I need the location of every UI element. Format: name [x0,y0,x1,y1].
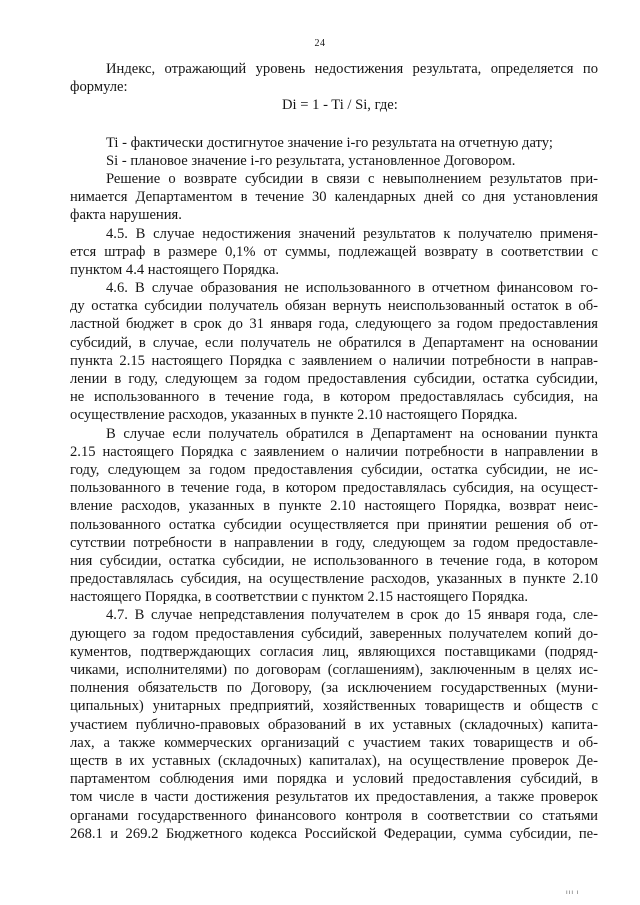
text-line: лах, а также коммерческих организаций с участием таких товариществ и об- [70,734,598,751]
text-line: дующего за годом предоставления субсидий, заверенных получателем копий до- [70,625,598,642]
text-line: предоставлялась субсидия, на осуществление расходов, указанных в пункте 2.10 [70,571,598,588]
text-line: органами государственного финансового контроля в соответствии со статьями [70,807,598,824]
text-line: году, следующем за годом предоставления субсидии, остатка субсидии, не ис- [70,461,598,478]
text-line: полнения обязательств по Договору, (за исключением государственных (муни- [70,680,598,697]
text-line: ется штраф в размере 0,1% от суммы, подлежащей возврату в соответствии с [70,243,598,260]
text-line: Ti - фактически достигнутое значение i-го результата на отчетную дату; [106,134,553,151]
text-line: чиками, исполнителями) по договорам (соглашениям), заключенным в целях ис- [70,662,598,678]
text-line: 4.6. В случае образования не использованного в отчетном финансовом го- [106,280,598,297]
text-line: 4.7. В случае непредставления получателем в срок до 15 января года, сле- [106,607,598,624]
text-line: не использованного в течение года, в котором предоставлялась субсидия, на [70,389,598,406]
text-line: Si - плановое значение i-го результата, установленное Договором. [106,152,516,169]
text-line: пользованного в течение года, в котором предоставлялась субсидия, на осущест- [70,480,598,497]
text-line: 2.15 настоящего Порядка с заявлением о наличии потребности в направлении в [70,443,598,460]
text-line: пункта 2.15 настоящего Порядка с заявлением о наличии потребности в направ- [70,352,598,369]
text-line: кументов, подтверждающих согласия лиц, являющихся поставщиками (подряд- [70,643,598,660]
scan-footer-mark: ııı ı [566,889,580,896]
text-line: формуле: [70,79,128,96]
text-line: ду остатка субсидии получатель обязан вернуть неиспользованный остаток в об- [70,298,598,315]
paragraph-spacer [70,115,598,134]
text-line: лении в году, следующем за годом предоставления субсидии, остатка субсидии, [70,371,598,387]
document-body [70,60,598,843]
text-line: пунктом 4.4 настоящего Порядка. [70,261,280,278]
formula-line: Di = 1 - Ti / Si, где: [282,97,398,114]
text-line: осуществление расходов, указанных в пункте 2.10 настоящего Порядка. [70,407,518,424]
text-line: настоящего Порядка, в соответствии с пунктом 2.15 настоящего Порядка. [70,589,528,606]
text-line: сутствии потребности в направлении в году, следующем за годом предоставле- [70,534,598,551]
text-line: субсидий, в случае, если получатель не обратился в Департамент на основании [70,334,598,351]
text-line: 268.1 и 269.2 Бюджетного кодекса Российской Федерации, сумма субсидии, пе- [70,825,598,842]
text-line: 4.5. В случае недостижения значений результатов к получателю применя- [106,225,598,242]
text-line: нимается Департаментом в течение 30 календарных дней со дня установления [70,189,598,206]
text-line: партаментом соблюдения ими порядка и условий предоставления субсидий, в [70,771,598,788]
text-line: ципальных) унитарных предприятий, хозяйственных товариществ и обществ с [70,698,598,715]
text-line: ния субсидии, остатка субсидии, не использованного в течение года, в котором [70,552,598,569]
text-line: ластной бюджет в срок до 31 января года, следующего за годом предоставления [70,316,598,333]
text-line: Индекс, отражающий уровень недостижения результата, определяется по [106,61,598,77]
text-line: пользованного остатка субсидии осуществляется при принятии решения об от- [70,516,598,533]
text-line: ществ в их уставных (складочных) капиталах), на осуществление проверок Де- [70,752,598,769]
text-line: участием публично-правовых образований в их уставных (складочных) капита- [70,716,598,733]
text-line: вление расходов, указанных в пункте 2.10 настоящего Порядка, возврат неис- [70,498,598,515]
text-line: В случае если получатель обратился в Департамент на основании пункта [106,425,598,442]
text-line: факта нарушения. [70,207,182,224]
text-line: Решение о возврате субсидии в связи с невыполнением результатов при- [106,170,598,187]
page-number: 24 [314,38,326,49]
text-line: том числе в части достижения результатов их предоставления, а также проверок [70,789,598,806]
